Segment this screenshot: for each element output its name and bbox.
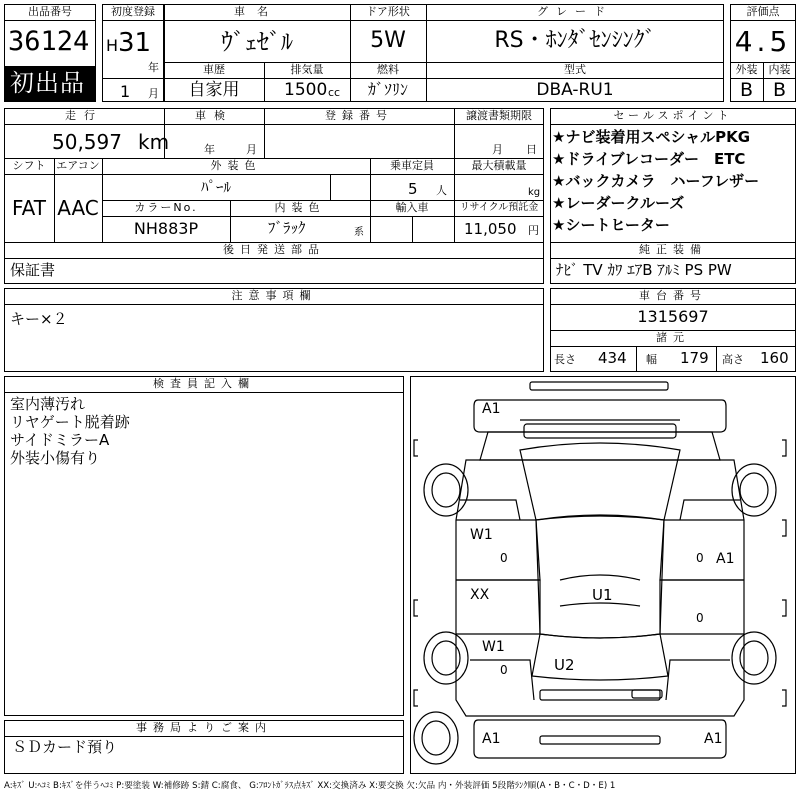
int-color-label: 内装色	[274, 201, 326, 214]
first-reg-month: 1	[120, 82, 131, 101]
sales-point-item: ★ナビ装着用スペシャルPKG	[552, 128, 751, 146]
int-color-unit: 系	[354, 227, 364, 238]
max-load-label: 最大積載量	[471, 159, 527, 172]
ext-color: ﾊﾟｰﾙ	[200, 178, 231, 196]
dims-label: 諸元	[656, 331, 690, 344]
first-listing-text: 初出品	[10, 69, 85, 97]
recycle-label: リサイクル預託金	[459, 202, 539, 213]
damage-mark: W1	[470, 527, 493, 543]
office-label: 事務局よりご案内	[136, 721, 272, 734]
damage-mark: A1	[482, 731, 501, 747]
damage-mark: A1	[716, 551, 735, 567]
lot-number: 36124	[8, 26, 90, 57]
damage-mark: U2	[554, 656, 575, 674]
equipment: ﾅﾋﾞ TV ｶﾜ ｴｱB ｱﾙﾐ PS PW	[556, 261, 732, 279]
recycle-unit: 円	[528, 224, 539, 237]
inspector-line: リヤゲート脱着跡	[10, 413, 130, 431]
ac-label: エアコン	[56, 159, 100, 172]
grade-label: グレード	[537, 5, 613, 18]
length-label: 長さ	[554, 353, 576, 366]
chassis-label: 車台番号	[639, 289, 707, 302]
notes-label: 注意事項欄	[231, 289, 317, 302]
mileage-label: 走行	[65, 109, 103, 122]
shift-label: シフト	[12, 159, 46, 172]
length: 434	[598, 349, 627, 367]
displacement-label: 排気量	[290, 63, 324, 76]
transfer-day-unit: 日	[526, 143, 537, 156]
displacement-unit: cc	[328, 86, 341, 99]
legend: A:ｷｽﾞ U:ﾍｺﾐ B:ｷｽﾞを伴うﾍｺﾐ P:要塗装 W:補修跡 S:錆 C:腐食、 G:ﾌﾛﾝﾄｶﾞﾗｽ点ｷｽﾞ XX:交換済み X:要交換 欠:欠品 内・外装評価 5段階ﾗﾝｸ順(A・B・C・D・E) 1	[4, 781, 616, 791]
inspection-year-unit: 年	[204, 143, 215, 156]
height: 160	[760, 349, 789, 367]
damage-mark: 0	[500, 663, 508, 677]
damage-mark: W1	[482, 639, 505, 655]
score: 4.5	[734, 25, 792, 58]
sales-point-item: ★レーダークルーズ	[552, 194, 685, 212]
inspector-label: 検査員記入欄	[153, 377, 255, 390]
grade: RS・ﾎﾝﾀﾞｾﾝｼﾝｸﾞ	[494, 28, 656, 53]
displacement: 1500	[284, 80, 328, 100]
ac: AAC	[57, 196, 99, 220]
sales-point-item: ★ドライブレコーダー ETC	[552, 150, 746, 168]
damage-mark: A1	[704, 731, 723, 747]
name-label: 車名	[234, 5, 280, 18]
shift: FAT	[11, 196, 46, 220]
color-no-label: カラーNo.	[134, 201, 198, 214]
door-label: ドア形状	[366, 5, 410, 18]
vehicle-name: ｳﾞｪｾﾞﾙ	[221, 28, 293, 56]
inspection-month-unit: 月	[246, 143, 257, 156]
damage-mark: 0	[500, 551, 508, 565]
chassis-number: 1315697	[637, 307, 709, 326]
capacity: 5	[408, 180, 418, 198]
capacity-unit: 人	[436, 184, 447, 197]
later-parts: 保証書	[10, 261, 56, 279]
height-label: 高さ	[722, 353, 744, 366]
exterior-grade: B	[739, 79, 754, 101]
mileage-unit: km	[138, 130, 170, 154]
color-no: NH883P	[133, 219, 199, 238]
door-type: 5W	[370, 28, 406, 53]
model-label: 型式	[564, 63, 586, 76]
history-label: 車歴	[203, 63, 225, 76]
recycle: 11,050	[464, 220, 517, 238]
interior-label: 内装	[768, 63, 791, 76]
transfer-label: 譲渡書類期限	[466, 109, 532, 122]
inspection-label: 車検	[195, 109, 233, 122]
equipment-label: 純正装備	[639, 243, 707, 256]
inspector-line: 室内薄汚れ	[10, 395, 86, 413]
width: 179	[680, 349, 709, 367]
damage-mark: XX	[470, 587, 490, 603]
history: 自家用	[188, 80, 240, 100]
score-label: 評価点	[746, 5, 780, 18]
fuel-label: 燃料	[377, 63, 399, 76]
exterior-label: 外装	[735, 63, 758, 76]
first-reg-era: H	[106, 36, 119, 55]
mileage: 50,597	[52, 130, 122, 154]
sales-point-item: ★シートヒーター	[552, 216, 670, 234]
sales-point-item: ★バックカメラ ハーフレザー	[552, 172, 760, 190]
lot-number-label: 出品番号	[28, 5, 72, 18]
ext-color-label: 外装色	[210, 159, 262, 172]
fuel: ｶﾞｿﾘﾝ	[367, 80, 408, 99]
first-reg-label: 初度登録	[111, 5, 155, 18]
first-reg-year-unit: 年	[148, 61, 159, 74]
office-note: ＳＤカード預り	[12, 738, 118, 756]
transfer-month-unit: 月	[492, 143, 503, 156]
inspector-line: サイドミラーA	[10, 431, 110, 449]
notes: キー×２	[10, 310, 68, 328]
damage-mark: 0	[696, 551, 704, 565]
sales-points-label: セールスポイント	[613, 109, 733, 122]
first-reg-month-unit: 月	[148, 87, 159, 100]
width-label: 幅	[646, 353, 657, 366]
int-color: ﾌﾞﾗｯｸ	[268, 219, 306, 237]
damage-mark: 0	[696, 611, 704, 625]
import-label: 輸入車	[395, 201, 429, 214]
later-parts-label: 後日発送部品	[223, 243, 325, 256]
reg-no-label: 登録番号	[325, 109, 393, 122]
inspector-line: 外装小傷有り	[10, 449, 101, 467]
damage-mark: U1	[592, 586, 613, 604]
interior-grade: B	[772, 79, 787, 101]
first-reg-year: 31	[118, 28, 152, 58]
capacity-label: 乗車定員	[390, 159, 434, 172]
damage-mark: A1	[482, 401, 501, 417]
max-load-unit: kg	[528, 187, 541, 198]
model: DBA-RU1	[536, 80, 614, 100]
